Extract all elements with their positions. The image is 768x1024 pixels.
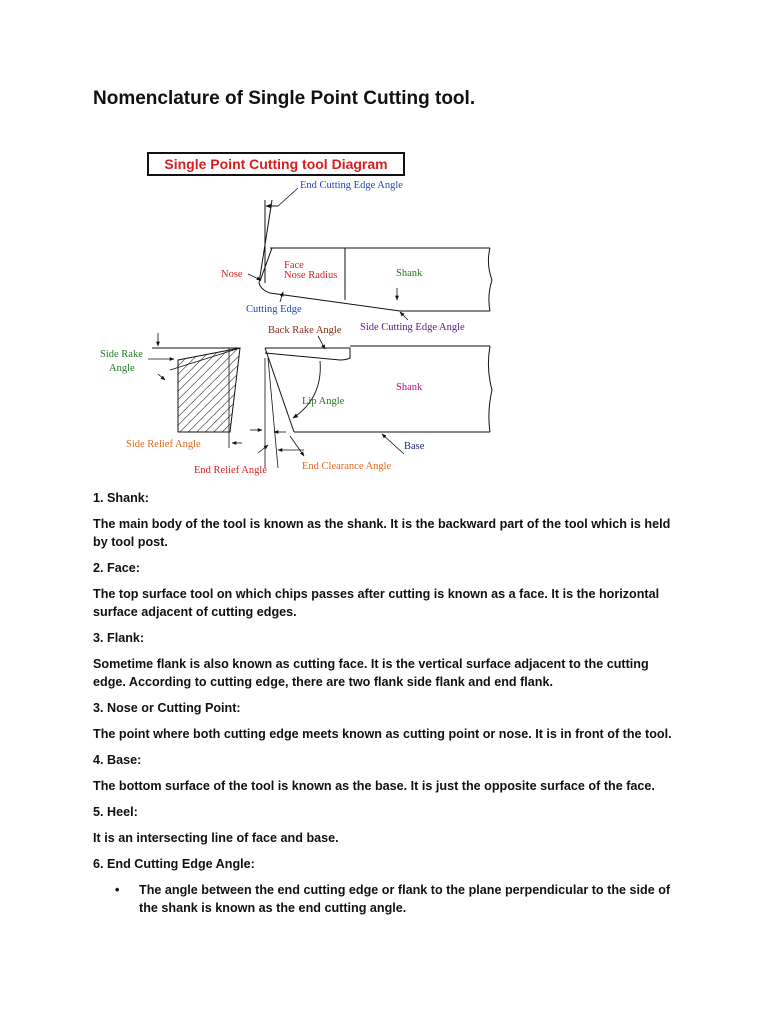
label-end-relief-angle: End Relief Angle bbox=[194, 465, 267, 476]
section-heading-shank: 1. Shank: bbox=[93, 491, 149, 505]
label-side-relief-angle: Side Relief Angle bbox=[126, 439, 201, 450]
section-text-heel: It is an intersecting line of face and base. bbox=[93, 831, 339, 845]
leader-line bbox=[278, 188, 298, 206]
document-body bbox=[93, 489, 683, 917]
back-rake-arrow bbox=[318, 336, 325, 349]
section-text-flank: Sometime flank is also known as cutting face. It is the vertical surface adjacent to the cutting edge. According to cutting edge, there are two flank side flank and end flank. bbox=[93, 657, 649, 689]
section-heading-flank: 3. Flank: bbox=[93, 631, 145, 645]
section-text-nose: The point where both cutting edge meets known as cutting point or nose. It is in front of the tool. bbox=[93, 727, 672, 741]
side-cutting-angle-arrow-b bbox=[400, 312, 408, 320]
label-base: Base bbox=[404, 441, 425, 452]
document-title: Nomenclature of Single Point Cutting tool. bbox=[93, 88, 476, 109]
list-item bbox=[115, 881, 683, 917]
bullet-text: The angle between the end cutting edge or flank to the plane perpendicular to the side of the shank is known as the end cutting angle. bbox=[139, 883, 671, 915]
label-lip-angle: Lip Angle bbox=[302, 396, 345, 407]
shank-break-lower bbox=[488, 346, 492, 432]
section-text-face: The top surface tool on which chips passes after cutting is known as a face. It is the horizontal surface adjacent of cutting edges. bbox=[93, 587, 660, 619]
end-clearance-arrow-b bbox=[290, 436, 304, 456]
tool-side-face bbox=[265, 348, 350, 360]
diagram-title: Single Point Cutting tool Diagram bbox=[164, 156, 388, 172]
lip-angle-arc bbox=[293, 361, 320, 418]
label-shank-top: Shank bbox=[396, 268, 423, 279]
hatched-section bbox=[178, 348, 240, 432]
label-side-rake: Side Rake bbox=[100, 349, 143, 360]
shank-break bbox=[488, 248, 492, 311]
tool-end-flank bbox=[265, 348, 294, 432]
section-text-base: The bottom surface of the tool is known as the base. It is just the opposite surface of the face. bbox=[93, 779, 655, 793]
bullet-list bbox=[93, 881, 683, 917]
label-shank-bottom: Shank bbox=[396, 382, 423, 393]
bullet-marker: • bbox=[115, 883, 120, 897]
section-heading-base: 4. Base: bbox=[93, 753, 142, 767]
section-heading-nose: 3. Nose or Cutting Point: bbox=[93, 701, 241, 715]
label-nose-radius: Nose Radius bbox=[284, 270, 338, 281]
base-arrow bbox=[382, 434, 404, 454]
label-angle: Angle bbox=[109, 363, 135, 374]
nose-arrow bbox=[248, 274, 261, 280]
label-nose: Nose bbox=[221, 269, 243, 280]
section-text-shank: The main body of the tool is known as the shank. It is the backward part of the tool which is held by tool post. bbox=[93, 517, 671, 549]
end-relief-arrow-c bbox=[258, 445, 268, 453]
side-rake-arrow-c bbox=[158, 374, 165, 380]
diagram-svg bbox=[90, 148, 510, 480]
label-face: Face bbox=[284, 260, 304, 271]
section-heading-face: 2. Face: bbox=[93, 561, 140, 575]
label-cutting-edge: Cutting Edge bbox=[246, 304, 302, 315]
cutting-edge-arrow bbox=[280, 292, 283, 302]
cutting-tool-diagram bbox=[90, 148, 510, 480]
label-end-cutting-edge-angle: End Cutting Edge Angle bbox=[300, 180, 403, 191]
end-relief-line bbox=[268, 358, 278, 468]
label-side-cutting-edge-angle: Side Cutting Edge Angle bbox=[360, 322, 465, 333]
label-back-rake-angle: Back Rake Angle bbox=[268, 325, 342, 336]
section-heading-end-cutting-edge-angle: 6. End Cutting Edge Angle: bbox=[93, 857, 255, 871]
label-end-clearance-angle: End Clearance Angle bbox=[302, 461, 392, 472]
section-heading-heel: 5. Heel: bbox=[93, 805, 138, 819]
